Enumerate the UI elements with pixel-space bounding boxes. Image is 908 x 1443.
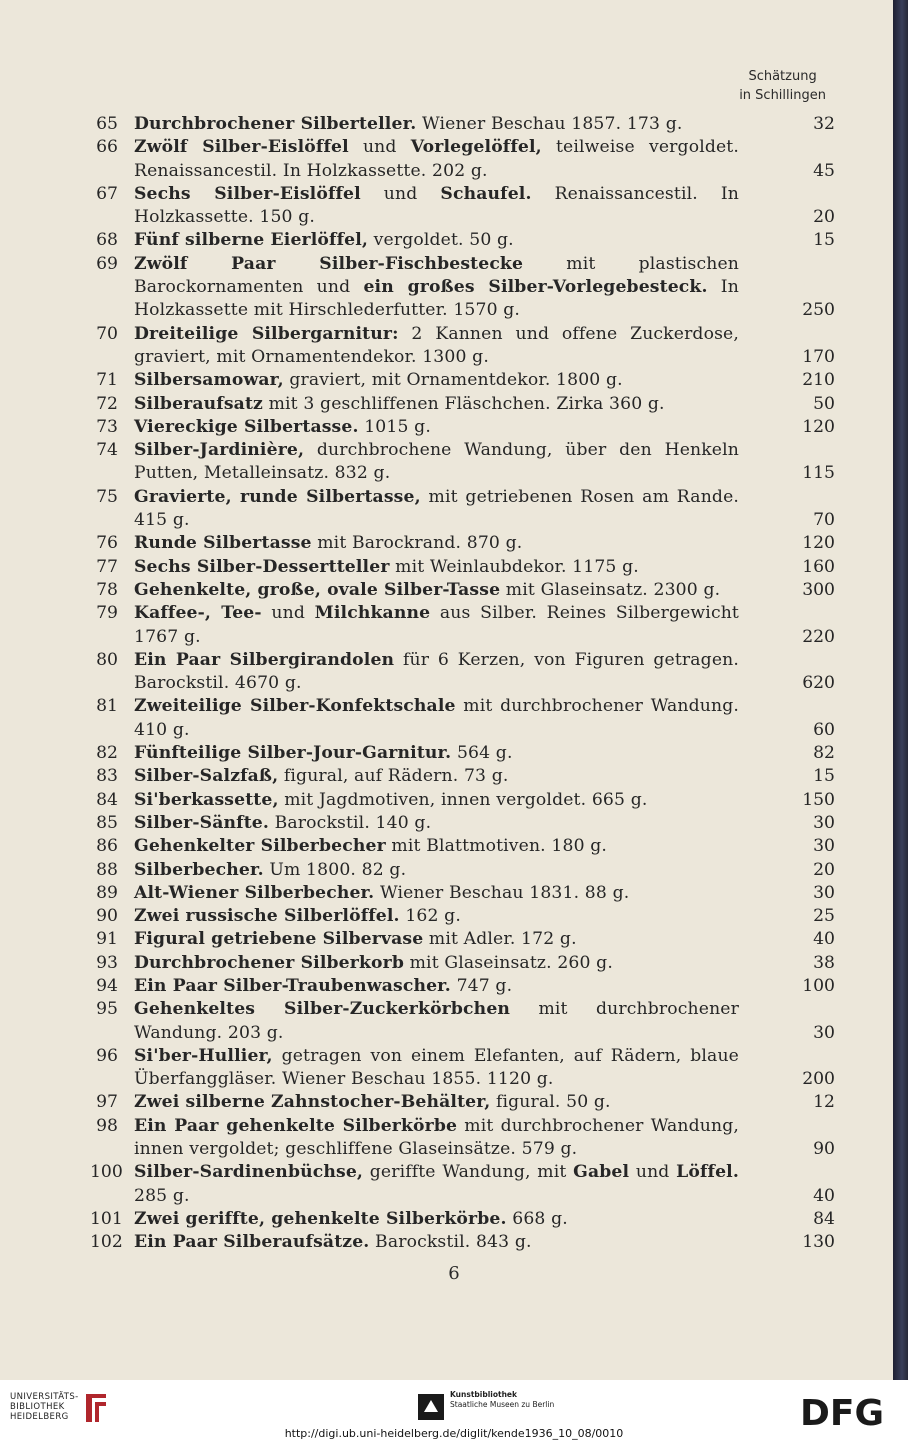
- entry-description: [134, 1091, 739, 1114]
- entry-price: 32: [813, 114, 835, 134]
- catalog-entry: [90, 323, 835, 370]
- entry-number: 89: [96, 882, 118, 903]
- entry-description: [134, 975, 739, 998]
- entry-price: 160: [802, 556, 835, 577]
- entry-number: 91: [96, 929, 118, 950]
- entry-title: Viereckige Silbertasse.: [134, 416, 359, 437]
- entry-title: Fünf silberne Eierlöffel,: [134, 230, 369, 251]
- museum-line1: Kunstbibliothek: [450, 1390, 518, 1399]
- catalog-entry: [90, 183, 835, 230]
- catalog-entry: [90, 1091, 835, 1114]
- catalog-entry: [90, 1115, 835, 1162]
- entry-description: [134, 812, 739, 835]
- catalog-entry: [90, 1231, 835, 1254]
- entry-text: 668 g.: [506, 1208, 568, 1229]
- catalog-entry: [90, 532, 835, 555]
- entry-description: [134, 393, 739, 416]
- entry-description: [134, 742, 739, 765]
- entry-number: 65: [96, 114, 118, 134]
- entry-title: Sechs Silber-Eislöffel: [134, 183, 361, 204]
- entry-text: mit durchbrochener Wandung. 203 g.: [134, 999, 739, 1043]
- entry-title: Zwei geriffte, gehenkelte Silberkörbe.: [134, 1208, 507, 1229]
- entry-number: 94: [96, 975, 118, 996]
- entry-text: mit durchbrochener Wandung. 410 g.: [134, 696, 739, 740]
- entry-title: Gravierte, runde Silbertasse,: [134, 486, 421, 507]
- entry-description: [134, 928, 739, 951]
- entry-price: 15: [813, 766, 835, 787]
- entry-price: 40: [813, 1185, 835, 1206]
- entry-description: [134, 859, 739, 882]
- university-line3: HEIDELBERG: [10, 1412, 69, 1422]
- entry-text: und: [360, 183, 441, 204]
- entry-description: [134, 136, 739, 183]
- entry-number: 86: [96, 836, 118, 857]
- entry-title: Ein Paar Silbergirandolen: [134, 649, 395, 670]
- catalog-entry: [90, 1208, 835, 1231]
- entry-title: Schaufel.: [440, 183, 532, 204]
- catalog-entry: [90, 113, 835, 136]
- catalog-entry: [90, 765, 835, 788]
- catalog-entry: [90, 602, 835, 649]
- entry-number: 68: [96, 230, 118, 251]
- entry-text: Renaissancestil. In Holzkassette. 150 g.: [134, 183, 739, 228]
- catalog-entry: [90, 579, 835, 602]
- entry-price: 38: [813, 952, 835, 973]
- entry-description: [134, 882, 739, 905]
- entry-text: 747 g.: [450, 975, 513, 996]
- entry-number: 74: [96, 440, 118, 461]
- entry-number: 66: [96, 137, 118, 158]
- entry-text: und: [261, 603, 315, 624]
- entry-title: Gabel: [573, 1162, 630, 1183]
- entry-title: Sechs Silber-Dessertteller: [134, 556, 390, 577]
- entry-description: [134, 952, 739, 975]
- university-library-logo[interactable]: [10, 1392, 79, 1422]
- entry-description: [134, 789, 739, 812]
- entry-description: [134, 579, 739, 602]
- entry-text: 162 g.: [399, 906, 461, 927]
- entry-number: 97: [96, 1092, 118, 1113]
- catalog-entry: [90, 393, 835, 416]
- entry-number: 82: [96, 743, 118, 764]
- entry-text: mit Blattmotiven. 180 g.: [385, 836, 608, 857]
- book-edge: [893, 0, 908, 1380]
- entry-description: [134, 229, 739, 252]
- catalog-entry: [90, 998, 835, 1045]
- catalog-entry: [90, 369, 835, 392]
- entry-description: [134, 1208, 739, 1231]
- entry-number: 101: [90, 1208, 123, 1229]
- entry-text: mit 3 geschliffenen Fläschchen. Zirka 360 g.: [262, 393, 665, 414]
- dfg-logo[interactable]: [788, 1394, 896, 1430]
- entry-text: aus Silber. Reines Silbergewicht 1767 g.: [134, 603, 739, 647]
- entry-number: 71: [96, 370, 118, 391]
- catalog-entry: [90, 416, 835, 439]
- entry-number: 72: [96, 393, 118, 414]
- entry-text: Barockstil. 843 g.: [369, 1232, 532, 1253]
- entry-title: Silber-Sardinenbüchse,: [134, 1162, 364, 1183]
- entry-text: für 6 Kerzen, von Figuren getragen. Barockstil. 4670 g.: [134, 649, 739, 694]
- entry-number: 75: [96, 486, 118, 507]
- university-line1: UNIVERSITÄTS-: [10, 1392, 79, 1402]
- entry-text: mit Glaseinsatz. 260 g.: [404, 952, 613, 973]
- entry-price: 15: [813, 230, 835, 251]
- catalog-entry: [90, 789, 835, 812]
- entry-title: Milchkanne: [314, 603, 431, 624]
- catalog-entry: [90, 859, 835, 882]
- entry-description: [134, 1115, 739, 1162]
- entry-price: 50: [813, 393, 835, 414]
- entry-text: mit Jagdmotiven, innen vergoldet. 665 g.: [278, 789, 648, 810]
- catalog-entry: [90, 649, 835, 696]
- entry-price: 12: [813, 1092, 835, 1113]
- entry-price: 220: [802, 626, 835, 647]
- entry-number: 78: [96, 579, 118, 600]
- entry-number: 84: [96, 789, 118, 810]
- entry-title: Zwölf Silber-Eislöffel: [134, 137, 349, 158]
- university-line2: BIBLIOTHEK: [10, 1402, 65, 1412]
- entry-text: geriffte Wandung, mit: [363, 1162, 574, 1183]
- entry-text: durchbrochene Wandung, über den Henkeln Putten, Metalleinsatz. 832 g.: [134, 440, 739, 484]
- entry-price: 90: [813, 1139, 835, 1160]
- entry-description: [134, 323, 739, 370]
- entry-title: Gehenkelter Silberbecher: [134, 836, 386, 857]
- entry-title: Fünfteilige Silber-Jour-Garnitur.: [134, 743, 452, 764]
- entry-description: [134, 416, 739, 439]
- entry-number: 80: [96, 649, 118, 670]
- entry-title: Durchbrochener Silberteller.: [134, 114, 417, 134]
- catalog-entry: [90, 486, 835, 533]
- museum-emblem-icon: [418, 1394, 444, 1420]
- university-emblem-icon: [82, 1390, 110, 1426]
- entry-number: 77: [96, 556, 118, 577]
- entry-price: 20: [813, 207, 835, 228]
- entry-text: getragen von einem Elefanten, auf Rädern, blaue Überfanggläser. Wiener Beschau 1855. 1120 g.: [134, 1045, 739, 1090]
- entry-number: 73: [96, 416, 118, 437]
- entry-price: 115: [802, 463, 835, 484]
- entry-price: 100: [802, 975, 835, 996]
- entry-price: 30: [813, 882, 835, 903]
- entry-description: [134, 532, 739, 555]
- entry-title: Ein Paar gehenkelte Silberkörbe: [134, 1115, 458, 1136]
- entry-title: Zwei russische Silberlöffel.: [134, 906, 400, 927]
- entry-title: Zwölf Paar Silber-Fischbestecke: [134, 253, 524, 274]
- catalog-entry: [90, 835, 835, 858]
- entry-text: teilweise vergoldet. Renaissancestil. In Holzkassette. 202 g.: [134, 137, 739, 181]
- entry-title: Zwei silberne Zahnstocher-Behälter,: [134, 1092, 491, 1113]
- entry-price: 25: [813, 906, 835, 927]
- entry-title: Dreiteilige Silbergarnitur:: [134, 323, 399, 344]
- entry-title: Si'berkassette,: [134, 789, 279, 810]
- entry-price: 150: [802, 789, 835, 810]
- column-header-line1: Schätzung: [748, 69, 817, 84]
- entry-number: 69: [96, 253, 118, 274]
- entry-title: Ein Paar Silberaufsätze.: [134, 1232, 370, 1253]
- entry-text: 285 g.: [134, 1185, 190, 1206]
- entry-price: 40: [813, 929, 835, 950]
- entry-title: Gehenkeltes Silber-Zuckerkörbchen: [134, 999, 511, 1020]
- entry-price: 82: [813, 743, 835, 764]
- entry-text: Wiener Beschau 1831. 88 g.: [374, 882, 630, 903]
- entry-number: 85: [96, 812, 118, 833]
- entry-price: 620: [802, 673, 835, 694]
- entry-number: 70: [96, 323, 118, 344]
- entry-number: 67: [96, 183, 118, 204]
- entry-title: Silberaufsatz: [134, 393, 263, 414]
- entry-title: Silbersamowar,: [134, 370, 284, 391]
- entry-description: [134, 649, 739, 696]
- entry-number: 98: [96, 1115, 118, 1136]
- entry-text: und: [629, 1162, 677, 1183]
- entry-title: Löffel.: [676, 1162, 739, 1183]
- catalog-entry: [90, 952, 835, 975]
- entry-title: Figural getriebene Silbervase: [134, 929, 424, 950]
- entry-text: mit Barockrand. 870 g.: [311, 533, 523, 554]
- entry-description: [134, 1231, 739, 1254]
- entry-description: [134, 253, 739, 323]
- entry-number: 96: [96, 1045, 118, 1066]
- entry-description: [134, 765, 739, 788]
- entry-price: 60: [813, 719, 835, 740]
- entry-text: 564 g.: [451, 743, 513, 764]
- entry-text: mit Adler. 172 g.: [423, 929, 577, 950]
- catalog-entry: [90, 229, 835, 252]
- dfg-text: DFG: [799, 1394, 885, 1430]
- entry-number: 100: [90, 1162, 123, 1183]
- entry-description: [134, 998, 739, 1045]
- entry-text: Um 1800. 82 g.: [263, 859, 407, 880]
- entry-price: 45: [813, 160, 835, 181]
- entry-text: graviert, mit Ornamentdekor. 1800 g.: [283, 370, 623, 391]
- entry-price: 300: [802, 579, 835, 600]
- catalog-entry: [90, 905, 835, 928]
- entry-description: [134, 1045, 739, 1092]
- entry-title: Alt-Wiener Silberbecher.: [134, 882, 375, 903]
- entry-text: figural. 50 g.: [490, 1092, 611, 1113]
- entry-title: Vorlegelöffel,: [410, 137, 542, 158]
- entry-text: Barockstil. 140 g.: [269, 812, 432, 833]
- entry-number: 88: [96, 859, 118, 880]
- entry-title: Silber-Jardinière,: [134, 440, 305, 461]
- catalog-entry: [90, 695, 835, 742]
- entry-title: Zweiteilige Silber-Konfektschale: [134, 696, 456, 717]
- entry-description: [134, 439, 739, 486]
- entry-description: [134, 369, 739, 392]
- catalog-entry: [90, 1045, 835, 1092]
- entry-price: 170: [802, 346, 835, 367]
- entry-price: 30: [813, 836, 835, 857]
- entry-description: [134, 835, 739, 858]
- entry-title: Silber-Sänfte.: [134, 812, 270, 833]
- entry-title: Durchbrochener Silberkorb: [134, 952, 404, 973]
- catalog-entry: [90, 253, 835, 323]
- entry-text: mit plastischen Barockornamenten und: [134, 253, 739, 298]
- entry-description: [134, 695, 739, 742]
- entry-title: Kaffee-, Tee-: [134, 603, 262, 624]
- entry-number: 93: [96, 952, 118, 973]
- entry-number: 76: [96, 533, 118, 554]
- entry-text: und: [348, 137, 411, 158]
- catalog-entry: [90, 136, 835, 183]
- entry-number: 81: [96, 696, 118, 717]
- entry-description: [134, 1161, 739, 1208]
- entry-description: [134, 113, 739, 136]
- entry-description: [134, 602, 739, 649]
- page-number: 6: [448, 1263, 460, 1284]
- entry-text: 1015 g.: [358, 416, 431, 437]
- catalog-entry: [90, 439, 835, 486]
- entry-price: 30: [813, 1022, 835, 1043]
- entry-text: In Holzkassette mit Hirschlederfutter. 1570 g.: [134, 277, 739, 321]
- entry-number: 102: [90, 1232, 123, 1253]
- entry-title: Si'ber-Hullier,: [134, 1045, 273, 1066]
- entry-title: Silberbecher.: [134, 859, 264, 880]
- entry-text: mit getriebenen Rosen am Rande. 415 g.: [134, 486, 739, 531]
- catalog-entry: [90, 556, 835, 579]
- catalog-entry: [90, 975, 835, 998]
- entry-title: Silber-Salzfaß,: [134, 766, 279, 787]
- entry-price: 130: [802, 1232, 835, 1253]
- catalog-entry: [90, 1161, 835, 1208]
- entry-price: 120: [802, 416, 835, 437]
- entry-description: [134, 905, 739, 928]
- entry-title: Ein Paar Silber-Traubenwascher.: [134, 975, 451, 996]
- catalog-entry: [90, 742, 835, 765]
- entry-price: 84: [813, 1208, 835, 1229]
- entry-text: mit durchbrochener Wandung, innen vergoldet; geschliffene Glaseinsätze. 579 g.: [134, 1115, 739, 1160]
- entry-description: [134, 556, 739, 579]
- entry-text: Wiener Beschau 1857. 173 g.: [416, 114, 683, 134]
- catalog-entry: [90, 928, 835, 951]
- entry-title: Runde Silbertasse: [134, 533, 312, 554]
- catalog-entries: [90, 113, 835, 1255]
- source-url[interactable]: http://digi.ub.uni-heidelberg.de/diglit/kende1936_10_08/0010: [284, 1427, 624, 1440]
- entry-text: figural, auf Rädern. 73 g.: [278, 766, 509, 787]
- entry-title: Gehenkelte, große, ovale Silber-Tasse: [134, 579, 501, 600]
- entry-description: [134, 183, 739, 230]
- entry-price: 120: [802, 533, 835, 554]
- entry-price: 30: [813, 812, 835, 833]
- entry-number: 90: [96, 906, 118, 927]
- entry-number: 79: [96, 603, 118, 624]
- entry-price: 70: [813, 510, 835, 531]
- column-header: [739, 67, 826, 105]
- entry-text: mit Weinlaubdekor. 1175 g.: [389, 556, 639, 577]
- entry-price: 20: [813, 859, 835, 880]
- museum-line2: Staatliche Museen zu Berlin: [450, 1400, 555, 1409]
- entry-text: vergoldet. 50 g.: [368, 230, 514, 251]
- entry-title: ein großes Silber-Vorlegebesteck.: [363, 277, 708, 298]
- entry-description: [134, 486, 739, 533]
- entry-text: 2 Kannen und offene Zuckerdose, graviert, mit Ornamentendekor. 1300 g.: [134, 323, 739, 367]
- catalog-entry: [90, 812, 835, 835]
- entry-number: 95: [96, 999, 118, 1020]
- entry-price: 250: [802, 300, 835, 321]
- column-header-line2: in Schillingen: [739, 88, 826, 103]
- entry-price: 200: [802, 1069, 835, 1090]
- catalog-entry: [90, 882, 835, 905]
- entry-number: 83: [96, 766, 118, 787]
- entry-price: 210: [802, 370, 835, 391]
- entry-text: mit Glaseinsatz. 2300 g.: [500, 579, 721, 600]
